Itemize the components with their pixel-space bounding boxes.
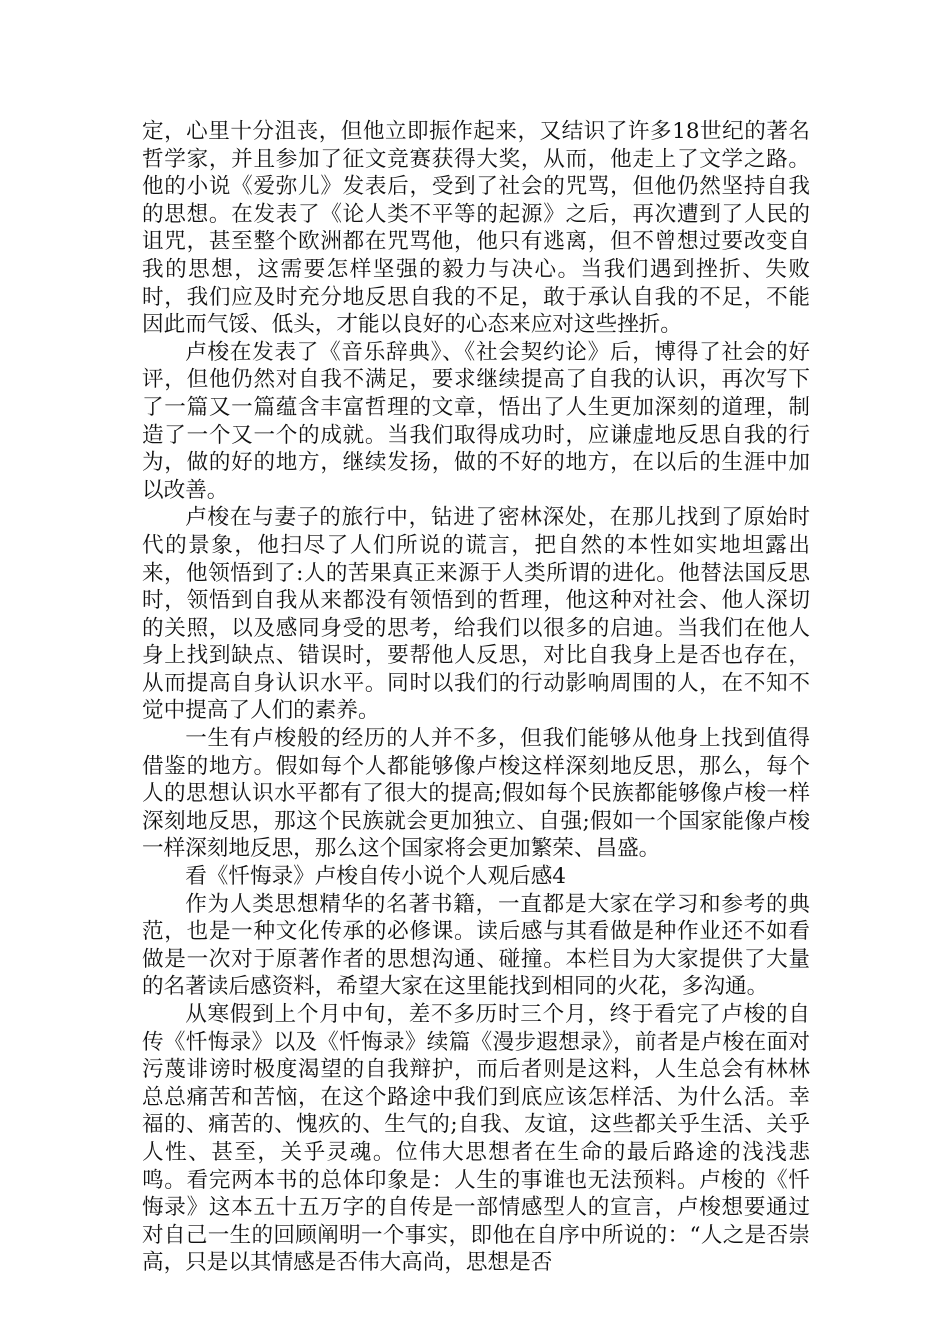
paragraph: 作为人类思想精华的名著书籍，一直都是大家在学习和参考的典范，也是一种文化传承的必修课。读后感与其看做是种作业还不如看做是一次对于原著作者的思想沟通、碰撞。本栏目为大家提供了大量的名著读后感资料，希望大家在这里能找到相同的火花，多沟通。 (142, 891, 810, 1000)
document-page (142, 118, 810, 1277)
paragraph: 定，心里十分沮丧，但他立即振作起来，又结识了许多18世纪的著名哲学家，并且参加了征文竞赛获得大奖，从而，他走上了文学之路。他的小说《爱弥儿》发表后，受到了社会的咒骂，但他仍然坚持自我的思想。在发表了《论人类不平等的起源》之后，再次遭到了人民的诅咒，甚至整个欧洲都在咒骂他，他只有逃离，但不曾想过要改变自我的思想，这需要怎样坚强的毅力与决心。当我们遇到挫折、失败时，我们应及时充分地反思自我的不足，敢于承认自我的不足，不能因此而气馁、低头，才能以良好的心态来应对这些挫折。 (142, 119, 810, 338)
paragraph: 卢梭在与妻子的旅行中，钻进了密林深处，在那儿找到了原始时代的景象，他扫尽了人们所说的谎言，把自然的本性如实地坦露出来，他领悟到了:人的苦果真正来源于人类所谓的进化。他替法国反思时，领悟到自我从来都没有领悟到的哲理，他这种对社会、他人深切的关照，以及感同身受的思考，给我们以很多的启迪。当我们在他人身上找到缺点、错误时，要帮他人反思，对比自我身上是否也存在，从而提高自身认识水平。同时以我们的行动影响周围的人，在不知不觉中提高了人们的素养。 (142, 505, 810, 724)
paragraph: 一生有卢梭般的经历的人并不多，但我们能够从他身上找到值得借鉴的地方。假如每个人都能够像卢梭这样深刻地反思，那么，每个人的思想认识水平都有了很大的提高;假如每个民族都能够像卢梭一样深刻地反思，那这个民族就会更加独立、自强;假如一个国家能像卢梭一样深刻地反思，那么这个国家将会更加繁荣、昌盛。 (142, 726, 810, 862)
paragraph: 卢梭在发表了《音乐辞典》、《社会契约论》后，博得了社会的好评，但他仍然对自我不满足，要求继续提高了自我的认识，再次写下了一篇又一篇蕴含丰富哲理的文章，悟出了人生更加深刻的道理，制造了一个又一个的成就。当我们取得成功时，应谦虚地反思自我的行为，做的好的地方，继续发扬，做的不好的地方，在以后的生涯中加以改善。 (142, 339, 810, 503)
section-heading: 看《忏悔录》卢梭自传小说个人观后感4 (185, 864, 567, 890)
paragraph: 从寒假到上个月中旬，差不多历时三个月，终于看完了卢梭的自传《忏悔录》以及《忏悔录》续篇《漫步遐想录》，前者是卢梭在面对污蔑诽谤时极度渴望的自我辩护，而后者则是这料，人生总会有林林总总痛苦和苦恼，在这个路途中我们到底应该怎样活、为什么活。幸福的、痛苦的、愧疚的、生气的;自我、友谊，这些都关乎生活、关乎人性、甚至，关乎灵魂。位伟大思想者在生命的最后路途的浅浅悲鸣。看完两本书的总体印象是：人生的事谁也无法预料。卢梭的《忏悔录》这本五十五万字的自传是一部情感型人的宣言，卢梭想要通过对自己一生的回顾阐明一个事实，即他在自序中所说的：“人之是否崇高，只是以其情感是否伟大高尚，思想是否 (142, 1002, 810, 1276)
